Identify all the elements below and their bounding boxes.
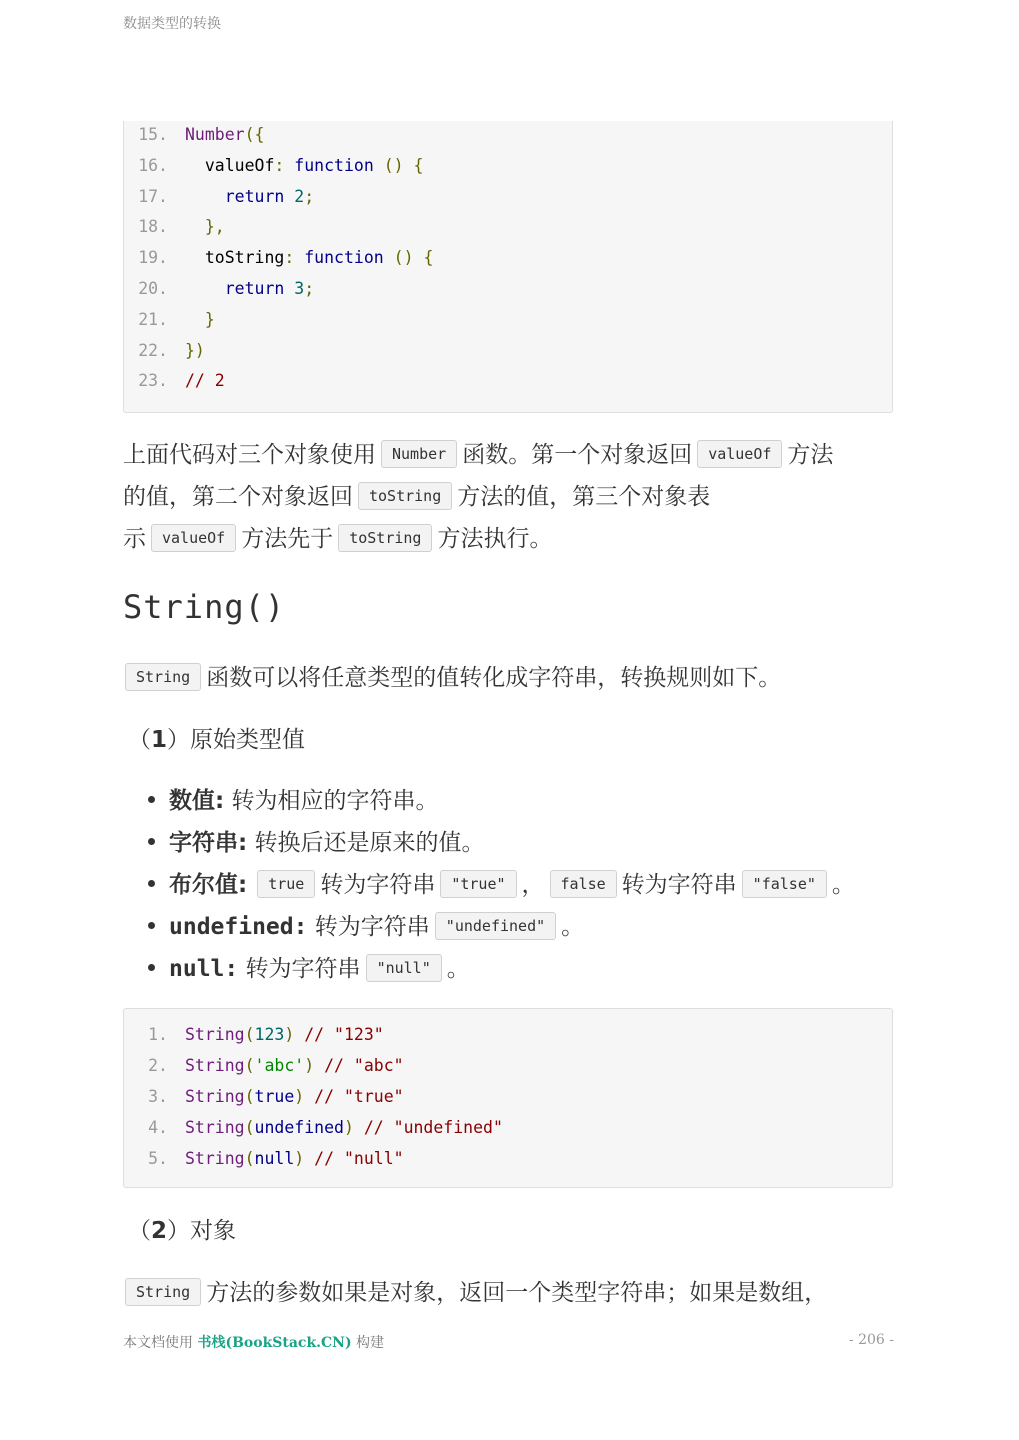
code-token [185, 217, 205, 236]
section-heading-string: String() [123, 588, 286, 626]
code-line [124, 310, 215, 330]
code-block-number-example [123, 121, 893, 413]
footer-text: 本文档使用 [123, 1335, 198, 1351]
bullet-dot-icon [148, 964, 155, 971]
subheading-primitive-values [128, 721, 305, 754]
subheading-text: ）原始类型值 [167, 727, 306, 753]
code-token: toString [185, 248, 285, 268]
paragraph-string-object [125, 1274, 827, 1307]
inline-code: toString [358, 482, 452, 510]
item-label: 数值: [169, 788, 225, 814]
code-line [124, 341, 205, 361]
code-line [124, 248, 433, 268]
code-token: ( [244, 1149, 255, 1168]
code-line [124, 1149, 404, 1169]
code-token: }, [204, 217, 225, 237]
code-token: valueOf [185, 155, 275, 175]
code-token: function [294, 155, 374, 175]
line-number: 23. [138, 371, 168, 391]
code-token: ; [304, 186, 315, 206]
line-number: 5. [148, 1149, 168, 1168]
code-token: Number [185, 125, 245, 144]
subheading-number: 2 [151, 1218, 168, 1244]
text: 函数可以将任意类型的值转化成字符串，转换规则如下。 [206, 665, 782, 691]
inline-code: "true" [440, 870, 516, 898]
code-token: ; [304, 279, 315, 298]
code-token [185, 187, 225, 206]
code-line [124, 1056, 404, 1076]
code-line [124, 1087, 404, 1107]
text: 的值，第二个对象返回 [123, 484, 353, 510]
inline-code: "null" [366, 954, 442, 982]
code-token [284, 187, 294, 206]
code-token: ) [343, 1118, 354, 1137]
code-token: return [224, 186, 285, 206]
line-number: 2. [148, 1056, 168, 1075]
code-token: return [224, 279, 285, 298]
item-text: 。 [446, 956, 470, 982]
text: 方法 [787, 442, 834, 468]
code-token: String [185, 1025, 245, 1044]
item-label: null: [169, 956, 239, 982]
paragraph-number-explanation-line1 [123, 436, 833, 469]
code-line [124, 1118, 503, 1138]
item-text: 转为字符串 [307, 914, 430, 940]
code-token: ( [244, 1118, 255, 1137]
inline-code: Number [381, 440, 457, 468]
inline-code: "undefined" [435, 912, 556, 940]
code-token [304, 1149, 314, 1168]
paragraph-number-explanation-line2 [123, 478, 710, 511]
line-number: 16. [138, 155, 168, 175]
inline-code: false [550, 870, 617, 898]
code-token [185, 310, 205, 329]
code-token: ) [304, 1056, 315, 1075]
paren-open: （ [128, 1218, 151, 1244]
code-token: String [185, 1118, 245, 1137]
footer-text: 构建 [351, 1335, 385, 1351]
code-token: undefined [254, 1118, 344, 1137]
line-number: 4. [148, 1118, 168, 1137]
subheading-text: ）对象 [167, 1218, 237, 1244]
item-text: 转为字符串 [621, 872, 737, 898]
code-token: { [423, 248, 434, 268]
item-label: undefined: [169, 914, 308, 940]
code-token [185, 279, 225, 298]
code-token: 2 [294, 186, 305, 206]
item-text: ， [521, 872, 545, 898]
text: 方法的参数如果是对象，返回一个类型字符串；如果是数组， [206, 1280, 828, 1306]
text: 示 [123, 526, 146, 552]
code-token: : [284, 248, 295, 268]
code-token [294, 248, 304, 267]
code-token: String [185, 1149, 245, 1168]
code-token: // "true" [314, 1087, 404, 1106]
line-number: 19. [138, 248, 168, 268]
bullet-dot-icon [148, 922, 155, 929]
subheading-objects [128, 1212, 236, 1245]
paragraph-number-explanation-line3 [123, 520, 552, 553]
code-token: true [254, 1087, 295, 1106]
code-token: // "null" [314, 1149, 404, 1168]
item-text: 。 [831, 872, 855, 898]
bullet-dot-icon [148, 838, 155, 845]
text: 方法执行。 [437, 526, 553, 552]
paren-open: （ [128, 727, 151, 753]
code-token: 'abc' [254, 1056, 305, 1075]
brand-link[interactable]: 书栈(BookStack.CN) [197, 1335, 352, 1351]
code-token: 123 [254, 1025, 285, 1044]
code-token [314, 1056, 324, 1075]
code-line [124, 156, 423, 176]
inline-code: valueOf [697, 440, 782, 468]
text: 方法的值，第三个对象表 [457, 484, 711, 510]
code-line [124, 187, 314, 207]
line-number: 15. [138, 125, 168, 144]
code-token: // "123" [304, 1025, 384, 1044]
item-text: 。 [561, 914, 585, 940]
text: 方法先于 [241, 526, 334, 552]
code-token: String [185, 1087, 245, 1106]
code-token: // "abc" [324, 1056, 404, 1075]
inline-code: String [125, 663, 201, 691]
code-line [124, 371, 225, 391]
code-token: } [204, 309, 215, 329]
inline-code: "false" [742, 870, 827, 898]
code-token: ( [244, 1025, 255, 1044]
code-line [124, 217, 225, 237]
line-number: 17. [138, 186, 168, 206]
code-token [354, 1118, 364, 1137]
subheading-number: 1 [151, 727, 168, 753]
running-header-title: 数据类型的转换 [123, 16, 221, 32]
code-token: // 2 [185, 371, 225, 391]
text: 上面代码对三个对象使用 [123, 442, 376, 468]
list-item [148, 824, 485, 857]
code-token [404, 156, 414, 175]
code-token: String [185, 1056, 245, 1075]
line-number: 22. [138, 340, 168, 360]
bullet-dot-icon [148, 796, 155, 803]
text: 函数。第一个对象返回 [462, 442, 693, 468]
list-item [148, 950, 470, 983]
page-number: - 206 - [848, 1332, 894, 1348]
code-token [284, 156, 294, 175]
code-token: null [254, 1149, 295, 1168]
line-number: 20. [138, 279, 168, 298]
code-token: () [383, 155, 404, 175]
code-block-string-examples [123, 1008, 893, 1188]
code-token [304, 1087, 314, 1106]
footer-credit [123, 1332, 384, 1352]
inline-code: valueOf [151, 524, 236, 552]
code-token: ) [294, 1087, 305, 1106]
code-token: 3 [294, 279, 305, 298]
inline-code: String [125, 1278, 201, 1306]
list-item [148, 782, 439, 815]
code-token: ( [244, 1056, 255, 1075]
paragraph-string-intro [125, 659, 781, 692]
line-number: 1. [148, 1025, 168, 1044]
list-item [148, 908, 584, 941]
item-text: 转换后还是原来的值。 [247, 830, 485, 856]
item-text: 转为字符串 [320, 872, 436, 898]
code-token: { [413, 155, 424, 175]
code-token [294, 1025, 304, 1044]
code-token: () [393, 248, 414, 268]
inline-code: toString [338, 524, 432, 552]
list-item [148, 866, 855, 899]
code-token [284, 279, 294, 298]
code-token: ) [284, 1025, 295, 1044]
code-token [374, 156, 384, 175]
code-token: // "undefined" [363, 1118, 503, 1137]
item-label: 布尔值: [169, 872, 248, 898]
code-token [414, 248, 424, 267]
code-token: ({ [244, 125, 265, 144]
code-token: function [304, 248, 384, 268]
line-number: 21. [138, 309, 168, 329]
code-line [124, 125, 264, 145]
code-token: ( [244, 1087, 255, 1106]
code-token: : [274, 155, 285, 175]
bullet-dot-icon [148, 880, 155, 887]
item-text: 转为相应的字符串。 [224, 788, 439, 814]
inline-code: true [257, 870, 315, 898]
item-label: 字符串: [169, 830, 248, 856]
line-number: 18. [138, 217, 168, 237]
code-line [124, 1025, 384, 1045]
item-text: 转为字符串 [238, 956, 361, 982]
code-token [384, 248, 394, 267]
line-number: 3. [148, 1087, 168, 1106]
code-line [124, 279, 314, 299]
code-token: }) [185, 340, 205, 360]
code-token: ) [294, 1149, 305, 1168]
